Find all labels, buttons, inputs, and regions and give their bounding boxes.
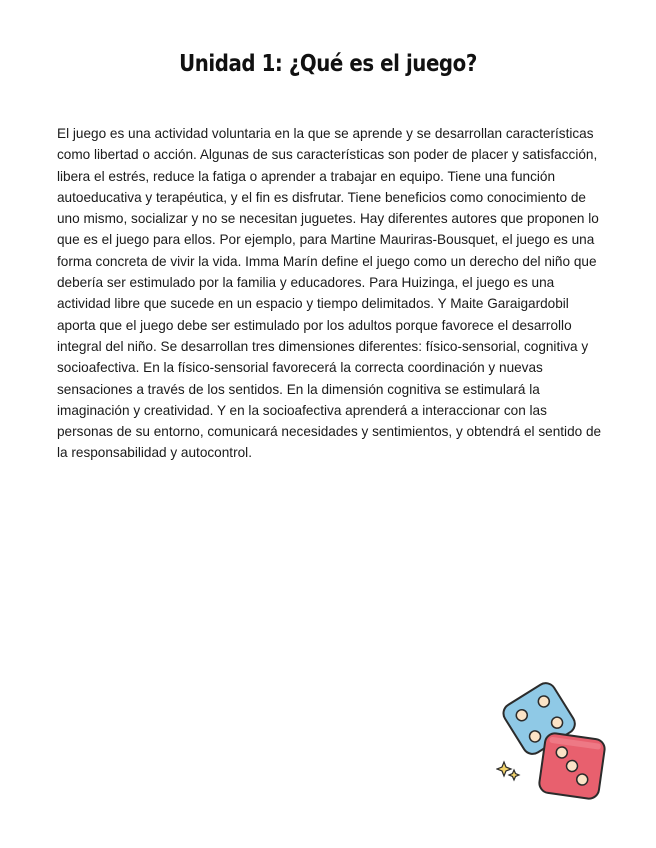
page-title: Unidad 1: ¿Qué es el juego?: [179, 51, 477, 78]
dice-icon: [496, 678, 608, 802]
body-paragraph: El juego es una actividad voluntaria en la que se aprende y se desarrollan características como libertad o acción. Algunas de sus características son poder de placer y satisfacción, libera el estrés, reduce la fatiga o aprender a trabajar en equipo. Tiene una función autoeducativa y terapéutica, y el fin es disfrutar. Tiene beneficios como conocimiento de uno mismo, socializar y no se necesitan juguetes. Hay diferentes autores que proponen lo que es el juego para ellos. Por ejemplo, para Martine Mauriras-Bousquet, el juego es una forma concreta de vivir la vida. Imma Marín define el juego como un derecho del niño que debería ser estimulado por la familia y educadores. Para Huizinga, el juego es una actividad libre que sucede en un espacio y tiempo delimitados. Y Maite Garaigardobil aporta que el juego debe ser estimulado por los adultos porque favorece el desarrollo integral del niño. Se desarrollan tres dimensiones diferentes: físico-sensorial, cognitiva y socioafectiva. En la físico-sensorial favorecerá la correcta coordinación y nuevas sensaciones a través de los sentidos. En la dimensión cognitiva se estimulará la imaginación y creatividad. Y en la socioafectiva aprenderá a interaccionar con las personas de su entorno, comunicará necesidades y sentimientos, y obtendrá el sentido de la responsabilidad y autocontrol.: [57, 126, 602, 461]
sparkle-icon: [497, 762, 519, 780]
red-die: [538, 732, 606, 800]
